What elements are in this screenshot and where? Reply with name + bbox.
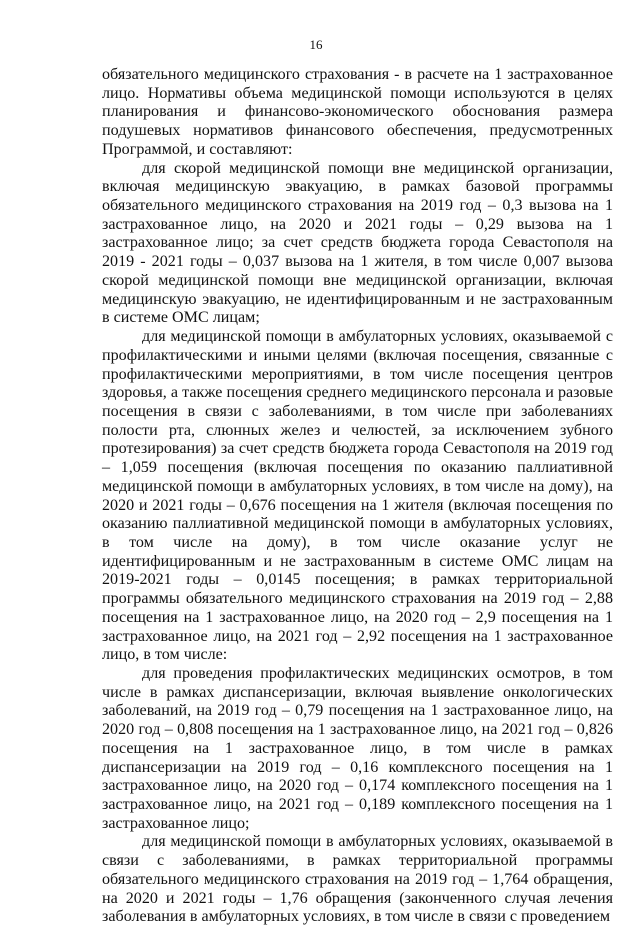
document-body — [102, 66, 613, 927]
page-number: 16 — [309, 37, 323, 52]
paragraph-3: для медицинской помощи в амбулаторных условиях, оказываемой с профилактическими и иными целями (включая посещения, связанные с профилактическими мероприятиями, в том числе посещения центров здоровья, а также посещения среднего медицинского персонала и разовые посещения в связи с заболеваниями, в том числе при заболеваниях полости рта, слюнных желез и челюстей, за исключением зубного протезирования) за счет средств бюджета города Севастополя на 2019 год – 1,059 посещения (включая посещения по оказанию паллиативной медицинской помощи в амбулаторных условиях, в том числе на дому), на 2020 и 2021 годы – 0,676 посещения на 1 жителя (включая посещения по оказанию паллиативной медицинской помощи в амбулаторных условиях, в том числе на дому), в том числе оказание услуг не идентифицированным и не застрахованным в системе ОМС лицам на 2019-2021 годы – 0,0145 посещения; в рамках территориальной программы обязательного медицинского страхования на 2019 год – 2,88 посещения на 1 застрахованное лицо, на 2020 год – 2,9 посещения на 1 застрахованное лицо, на 2021 год – 2,92 посещения на 1 застрахованное лицо, в том числе: — [102, 328, 613, 664]
paragraph-4: для проведения профилактических медицинских осмотров, в том числе в рамках диспансеризации, включая выявление онкологических заболеваний, на 2019 год – 0,79 посещения на 1 застрахованное лицо, на 2020 год – 0,808 посещения на 1 застрахованное лицо, на 2021 год – 0,826 посещения на 1 застрахованное лицо, в том числе в рамках диспансеризации на 2019 год – 0,16 комплексного посещения на 1 застрахованное лицо, на 2020 год – 0,174 комплексного посещения на 1 застрахованное лицо, на 2021 год – 0,189 комплексного посещения на 1 застрахованное лицо; — [102, 665, 613, 832]
paragraph-1: обязательного медицинского страхования - в расчете на 1 застрахованное лицо. Нормативы объема медицинской помощи используются в целях планирования и финансово-экономического обоснования размера подушевых нормативов финансового обеспечения, предусмотренных Программой, и составляют: — [102, 66, 613, 158]
paragraph-2: для скорой медицинской помощи вне медицинской организации, включая медицинскую эвакуацию, в рамках базовой программы обязательного медицинского страхования на 2019 год – 0,3 вызова на 1 застрахованное лицо, на 2020 и 2021 годы – 0,29 вызова на 1 застрахованное лицо; за счет средств бюджета города Севастополя на 2019 - 2021 годы – 0,037 вызова на 1 жителя, в том числе 0,007 вызова скорой медицинской помощи вне медицинской организации, включая медицинскую эвакуацию, не идентифицированным и не застрахованным в системе ОМС лицам; — [102, 159, 613, 327]
paragraph-5: для медицинской помощи в амбулаторных условиях, оказываемой в связи с заболеваниями, в рамках территориальной программы обязательного медицинского страхования на 2019 год – 1,764 обращения, на 2020 и 2021 годы – 1,76 обращения (законченного случая лечения заболевания в амбулаторных условиях, в том числе в связи с проведением — [102, 833, 613, 926]
